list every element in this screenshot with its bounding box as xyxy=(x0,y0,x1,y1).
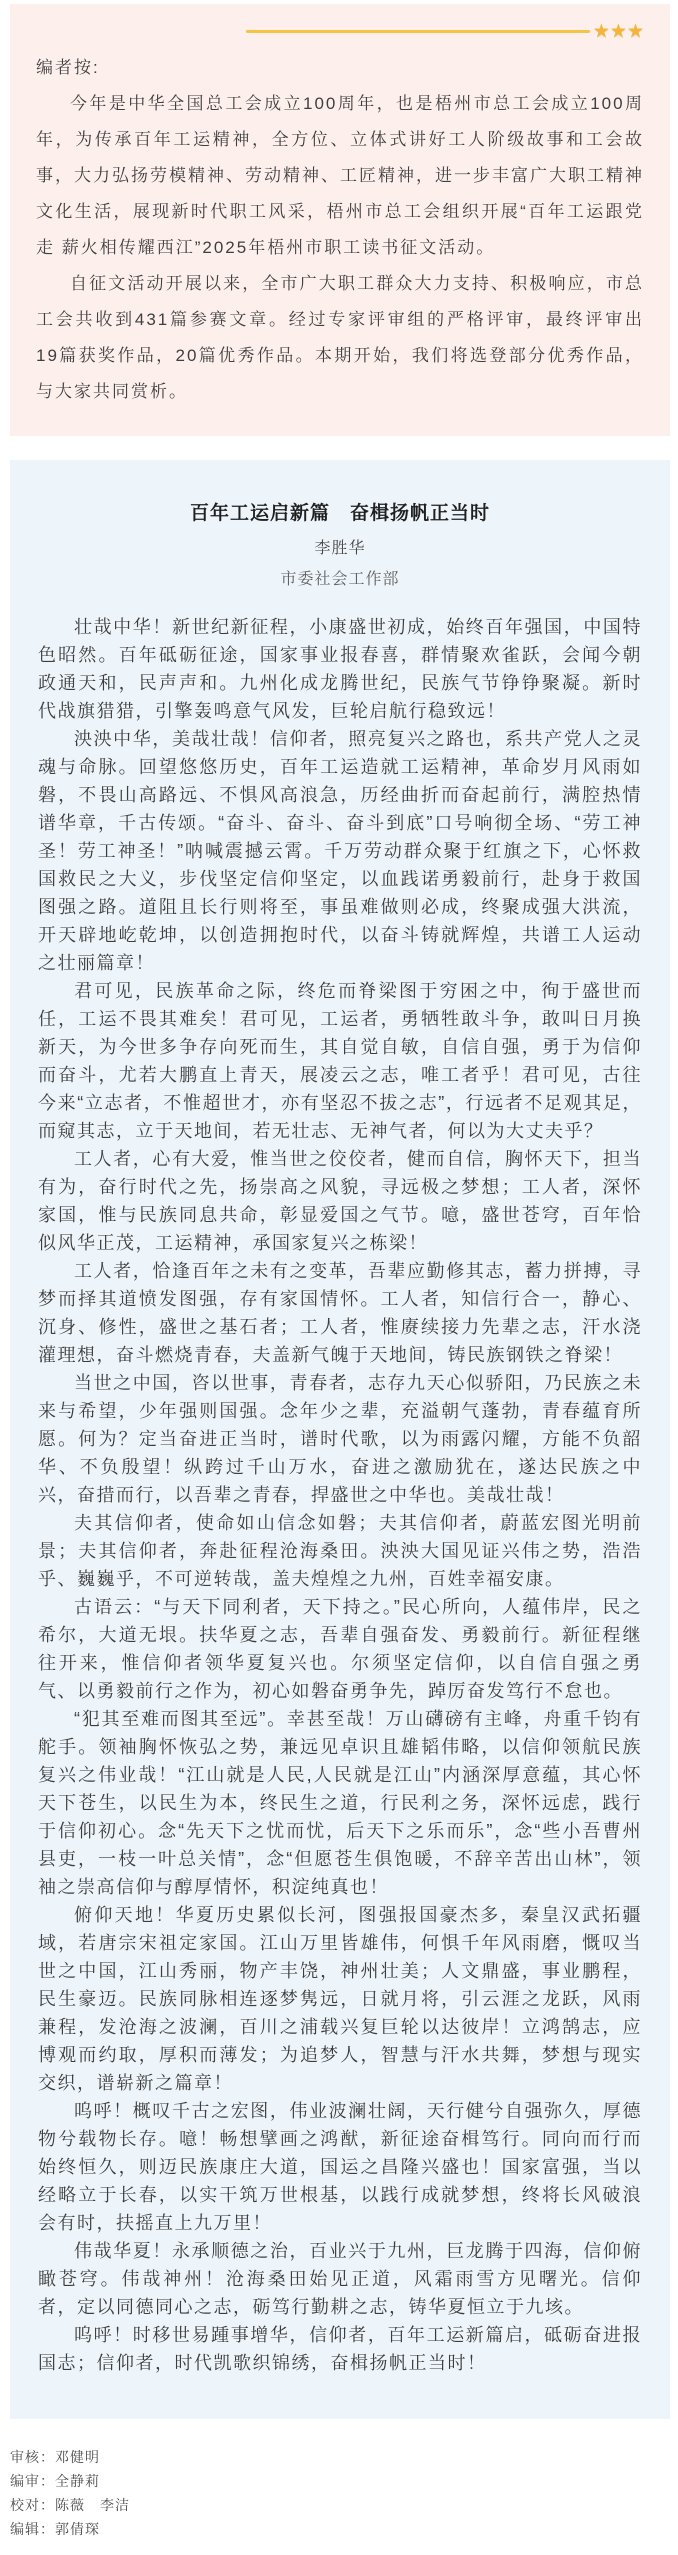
credit-line-editor-reviewer: 编审：全静莉 xyxy=(10,2473,100,2489)
article-paragraph: 壮哉中华！新世纪新征程，小康盛世初成，始终百年强国，中国特色昭然。百年砥砺征途，国家事业报春喜，群情聚欢雀跃，会闻今朝政通天和，民声声和。九州化成龙腾世纪，民族气节铮铮聚凝。新时代战旗猎猎，引擎轰鸣意气风发，巨轮启航行稳致远！ xyxy=(38,617,642,721)
article-paragraph: 呜呼！时移世易踵事增华，信仰者，百年工运新篇启，砥砺奋进报国志；信仰者，时代凯歌织锦绣，奋楫扬帆正当时！ xyxy=(38,2325,642,2373)
gold-line xyxy=(246,30,590,33)
article-paragraph: 古语云：“与天下同利者，天下持之。”民心所向，人蕴伟岸，民之希尔，大道无垠。扶华夏之志，吾辈自强奋发、勇毅前行。新征程继往开来，惟信仰者领华夏复兴也。尔须坚定信仰，以自信自强之勇气、以勇毅前行之作为，初心如磐奋勇争先，踔厉奋发笃行不怠也。 xyxy=(38,1597,642,1701)
article-department: 市委社会工作部 xyxy=(280,571,400,588)
article-paragraph: “犯其至难而图其至远”。幸甚至哉！万山礴磅有主峰，舟重千钧有舵手。领袖胸怀恢弘之势，兼远见卓识且雄韬伟略，以信仰领航民族复兴之伟业哉！“江山就是人民,人民就是江山”内涵深厚意蕴，其心怀天下苍生，以民生为本，终民生之道，行民利之务，深怀远虑，践行于信仰初心。念“先天下之忧而忧，后天下之乐而乐”，念“些小吾曹州县吏，一枝一叶总关情”，念“但愿苍生俱饱暖，不辞辛苦出山林”，领袖之崇高信仰与醇厚情怀，积淀纯真也！ xyxy=(38,1709,642,1897)
article-paragraph: 伟哉华夏！永承顺德之治，百业兴于九州，巨龙腾于四海，信仰俯瞰苍穹。伟哉神州！沧海桑田始见正道，风霜雨雪方见曙光。信仰者，定以同德同心之志，砺笃行勤耕之志，铸华夏恒立于九垓。 xyxy=(38,2241,642,2317)
editor-note-section xyxy=(10,4,670,436)
editor-note-label: 编者按: xyxy=(36,58,100,77)
article-paragraph: 君可见，民族革命之际，终危而脊梁图于穷困之中，徇于盛世而任，工运不畏其难矣！君可见，工运者，勇牺牲敢斗争，敢叫日月换新天，为今世多争存向死而生，其自觉自敏，自信自强，勇于为信仰而奋斗，尤若大鹏直上青天，展凌云之志，唯工者乎！君可见，古往今来“立志者，不惟超世才，亦有坚忍不拔之志”，行远者不足观其足，而窥其志，立于天地间，若无壮志、无神气者，何以为大丈夫乎？ xyxy=(38,981,642,1141)
credit-line-proofreaders: 校对：陈薇 李洁 xyxy=(10,2497,130,2513)
article-title: 百年工运启新篇 奋楫扬帆正当时 xyxy=(189,503,490,524)
stars-icon: ★★★ xyxy=(592,20,644,42)
article-paragraph: 呜呼！概叹千古之宏图，伟业波澜壮阔，天行健兮自强弥久，厚德物兮载物长存。噫！畅想擘画之鸿猷，新征途奋楫笃行。同向而行而始终恒久，则迈民族康庄大道，国运之昌隆兴盛也！国家富强，当以经略立于长春，以实干筑万世根基，以践行成就梦想，终将长风破浪会有时，扶摇直上九万里！ xyxy=(38,2101,642,2233)
article-section xyxy=(10,460,670,2419)
editor-note-paragraph: 今年是中华全国总工会成立100周年，也是梧州市总工会成立100周年，为传承百年工运精神，全方位、立体式讲好工人阶级故事和工会故事，大力弘扬劳模精神、劳动精神、工匠精神，进一步丰富广大职工精神文化生活，展现新时代职工风采，梧州市总工会组织开展“百年工运跟党走 薪火相传耀西江”2025年梧州市职工读书征文活动。 xyxy=(36,94,644,257)
article-paragraph: 俯仰天地！华夏历史累似长河，图强报国豪杰多，秦皇汉武拓疆域，若唐宗宋祖定家国。江山万里皆雄伟，何惧千年风雨磨，慨叹当世之中国，江山秀丽，物产丰饶，神州壮美；人文鼎盛，事业鹏程，民生豪迈。民族同脉相连逐梦隽远，日就月将，引云涯之龙跃，风雨兼程，发沧海之波澜，百川之浦载兴复巨轮以达彼岸！立鸿鹄志，应博观而约取，厚积而薄发；为追梦人，智慧与汗水共舞，梦想与现实交织，谱崭新之篇章！ xyxy=(38,1905,642,2093)
credits xyxy=(10,2445,678,2541)
article-paragraph: 泱泱中华，美哉壮哉！信仰者，照亮复兴之路也，系共产党人之灵魂与命脉。回望悠悠历史，百年工运造就工运精神，革命岁月风雨如磐，不畏山高路远、不惧风高浪急，历经曲折而奋起前行，满腔热情谱华章，千古传颂。“奋斗、奋斗、奋斗到底”口号响彻全场、“劳工神圣！劳工神圣！”呐喊震撼云霄。千万劳动群众聚于红旗之下，心怀救国救民之大义，步伐坚定信仰坚定，以血践诺勇毅前行，赴身于救国图强之路。道阻且长行则将至，事虽难做则必成，终聚成强大洪流，开天辟地屹乾坤，以创造拥抱时代，以奋斗铸就辉煌，共谱工人运动之壮丽篇章！ xyxy=(38,729,642,973)
article-paragraph: 工人者，恰逢百年之未有之变革，吾辈应勤修其志，蓄力拼搏，寻梦而择其道愤发图强，存有家国情怀。工人者，知信行合一，静心、沉身、修性，盛世之基石者；工人者，惟赓续接力先辈之志，汗水浇灌理想，奋斗燃烧青春，夫盖新气魄于天地间，铸民族钢铁之脊梁！ xyxy=(38,1261,642,1365)
article-author: 李胜华 xyxy=(314,540,366,557)
article-paragraph: 当世之中国，咨以世事，青春者，志存九天心似骄阳，乃民族之未来与希望，少年强则国强。念年少之辈，充溢朝气蓬勃，青春蕴育所愿。何为？定当奋进正当时，谱时代歌，以为雨露闪耀，方能不负韶华、不负殷望！纵跨过千山万水，奋进之激励犹在，遂达民族之中兴，奋措而行，以吾辈之青春，捍盛世之中华也。美哉壮哉！ xyxy=(38,1373,642,1505)
credit-line-reviewer: 审核：邓健明 xyxy=(10,2449,100,2465)
editor-note-paragraph: 自征文活动开展以来，全市广大职工群众大力支持、积极响应，市总工会共收到431篇参赛文章。经过专家评审组的严格评审，最终评审出19篇获奖作品，20篇优秀作品。本期开始，我们将选登部分优秀作品，与大家共同赏析。 xyxy=(36,274,644,401)
credit-line-editor: 编辑：郭倩琛 xyxy=(10,2521,100,2537)
article-body xyxy=(38,613,642,2377)
article-paragraph: 夫其信仰者，使命如山信念如磐；夫其信仰者，蔚蓝宏图光明前景；夫其信仰者，奔赴征程沧海桑田。泱泱大国见证兴伟之势，浩浩乎、巍巍乎，不可逆转哉，盖夫煌煌之九州，百姓幸福安康。 xyxy=(38,1513,642,1589)
header-decoration xyxy=(36,18,644,44)
article-paragraph: 工人者，心有大爱，惟当世之佼佼者，健而自信，胸怀天下，担当有为，奋行时代之先，扬崇高之风貌，寻远极之梦想；工人者，深怀家国，惟与民族同息共命，彰显爱国之气节。噫，盛世苍穹，百年恰似风华正茂，工运精神，承国家复兴之栋梁！ xyxy=(38,1149,642,1253)
